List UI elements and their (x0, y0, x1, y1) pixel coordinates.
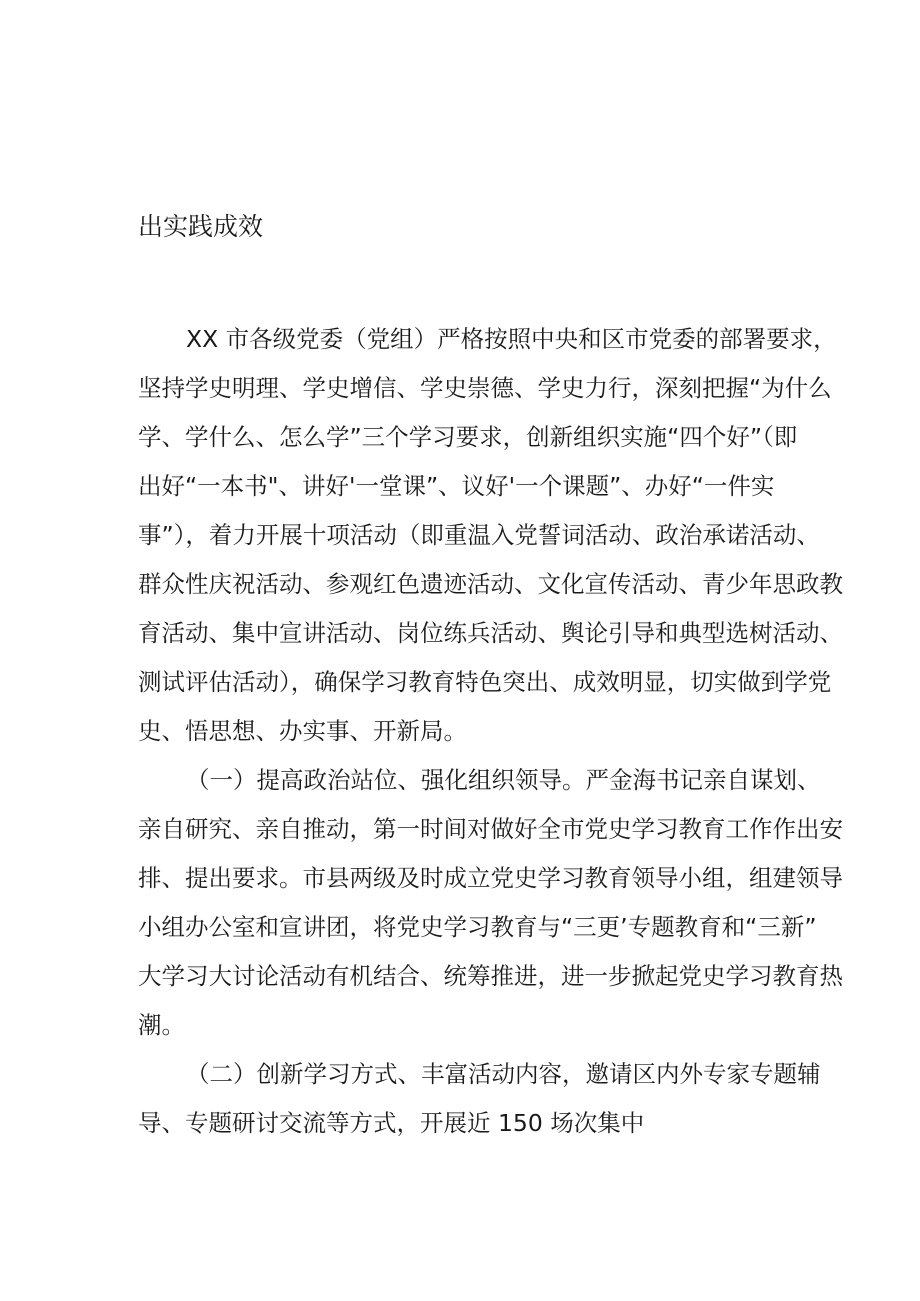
section-heading: 出实践成效 (138, 212, 264, 241)
paragraph-section-2-line: 导、专题研讨交流等方式，开展近 150 场次集中 (138, 1109, 645, 1137)
paragraph-intro-line: XX 市各级党委（党组）严格按照中央和区市党委的部署要求， (186, 325, 837, 353)
paragraph-intro-line: 坚持学史明理、学史增信、学史崇德、学史力行，深刻把握“为什么 (138, 374, 832, 402)
paragraph-intro-line: 事”），着力开展十项活动（即重温入党誓词活动、政治承诺活动、 (138, 521, 820, 549)
paragraph-intro-line: 史、悟思想、办实事、开新局。 (138, 717, 467, 745)
paragraph-section-1-line: 排、提出要求。市县两级及时成立党史学习教育领导小组，组建领导 (138, 864, 843, 892)
paragraph-section-1-line: （一）提高政治站位、强化组织领导。严金海书记亲自谋划、 (186, 766, 821, 794)
paragraph-section-1-line: 大学习大讨论活动有机结合、统筹推进，进一步掀起党史学习教育热 (138, 962, 843, 990)
paragraph-intro-line: 学、学什么、怎么学”三个学习要求，创新组织实施“四个好”（即 (138, 423, 798, 451)
paragraph-section-1-line: 亲自研究、亲自推动，第一时间对做好全市党史学习教育工作作出安 (138, 815, 843, 843)
paragraph-intro-line: 出好“一本书"、讲好'一堂课”、议好'一个课题”、办好“一件实 (138, 472, 775, 500)
paragraph-section-2-line: （二）创新学习方式、丰富活动内容，邀请区内外专家专题辅 (186, 1060, 821, 1088)
paragraph-section-1-line: 潮。 (138, 1011, 185, 1039)
paragraph-intro-line: 育活动、集中宣讲活动、岗位练兵活动、舆论引导和典型选树活动、 (138, 619, 843, 647)
paragraph-intro-line: 测试评估活动），确保学习教育特色突出、成效明显，切实做到学党 (138, 668, 832, 696)
paragraph-section-1-line: 小组办公室和宣讲团，将党史学习教育与“三更’专题教育和“三新” (138, 913, 817, 941)
paragraph-intro-line: 群众性庆祝活动、参观红色遗迹活动、文化宣传活动、青少年思政教 (138, 570, 843, 598)
